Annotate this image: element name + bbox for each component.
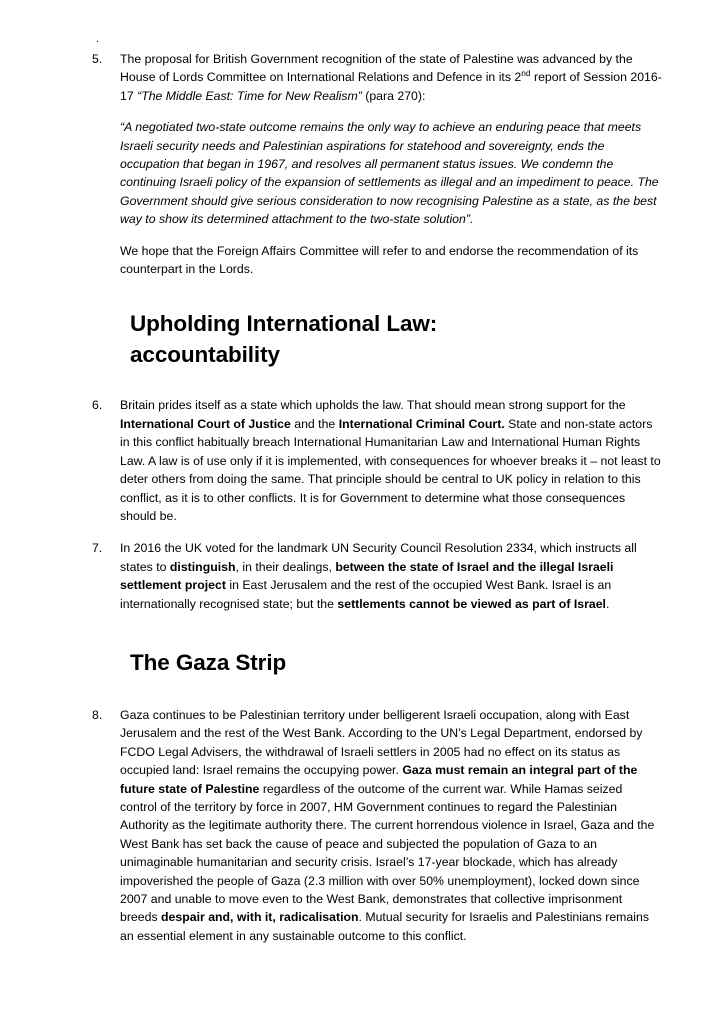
item-number: 7.: [92, 541, 103, 556]
paragraph-rich: The proposal for British Government recognition of the state of Palestine was advanced by the House of Lords Committee on International Relations and Defence in its 2nd report of Session 2016-17 “The Middle East: Time for New Realism” (para 270):: [120, 52, 662, 103]
section-heading-international-law: Upholding International Law: accountability: [130, 311, 438, 368]
list-item: [90, 50, 662, 278]
item-body: [120, 539, 662, 613]
section-heading-gaza-strip: The Gaza Strip: [130, 649, 287, 675]
item-number: 5.: [92, 52, 103, 66]
paragraph: We hope that the Foreign Affairs Committee will refer to and endorse the recommendation of its counterpart in the Lords.: [120, 243, 639, 277]
list-item: [90, 396, 662, 525]
list-item: [90, 706, 662, 945]
block-quote: “A negotiated two-state outcome remains the only way to achieve an enduring peace that meets Israeli security needs and Palestinian aspirations for statehood and sovereignty, ends the occupation that began in 1967, and resolves all permanent status issues. We condemn the continuing Israeli policy of the expansion of settlements as illegal and an impediment to peace. The Government should give serious consideration to now recognising Palestine as a state, as the best way to show its determined attachment to the two-state solution”.: [120, 120, 659, 227]
item-body: [120, 706, 662, 945]
paragraph-rich: Britain prides itself as a state which upholds the law. That should mean strong support for the International Court of Justice and the International Criminal Court. State and non-state actors in this conflict habitually breach International Humanitarian Law and International Human Rights Law. A law is of use only if it is implemented, with consequences for whoever breaks it – not least to deter others from doing the same. That principle should be central to UK policy in relation to this conflict, as it is to other conflicts. It is for Government to determine what those consequences should be.: [120, 398, 661, 523]
paragraph-rich: In 2016 the UK voted for the landmark UN Security Council Resolution 2334, which instructs all states to distinguish, in their dealings, between the state of Israel and the illegal Israeli settlement project in East Jerusalem and the rest of the occupied West Bank. Israel is an internationally recognised state; but the settlements cannot be viewed as part of Israel.: [120, 541, 637, 611]
list-item: [90, 539, 662, 613]
item-body: [120, 396, 662, 525]
item-number: 6.: [92, 398, 103, 413]
top-marker: .: [96, 33, 100, 45]
paragraph-rich: Gaza continues to be Palestinian territory under belligerent Israeli occupation, along with East Jerusalem and the rest of the West Bank. According to the UN’s Legal Department, endorsed by FCDO Legal Advisers, the withdrawal of Israeli settlers in 2005 had no effect on its status as occupied land: Israel remains the occupying power. Gaza must remain an integral part of the future state of Palestine regardless of the outcome of the current war. While Hamas seized control of the territory by force in 2007, HM Government continues to regard the Palestinian Authority as the legitimate authority there. The current horrendous violence in Israel, Gaza and the West Bank has set back the cause of peace and subjected the population of Gaza to an unimaginable humanitarian and security crisis. Israel’s 17-year blockade, which has already impoverished the people of Gaza (2.3 million with over 50% unemployment), locked down since 2007 and unable to move even to the West Bank, demonstrates that collective imprisonment breeds despair and, with it, radicalisation. Mutual security for Israelis and Palestinians remains an essential element in any sustainable outcome to this conflict.: [120, 707, 655, 943]
item-body: [120, 50, 662, 278]
item-number: 8.: [92, 707, 103, 722]
